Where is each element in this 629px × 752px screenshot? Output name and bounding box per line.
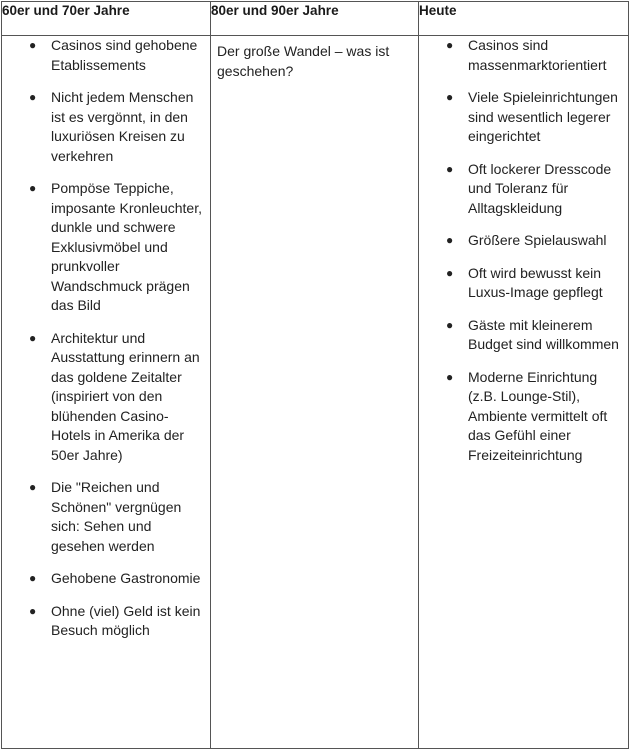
header-80s-90s: 80er und 90er Jahre [211, 2, 419, 36]
list-item [419, 368, 628, 466]
bullet-icon: ● [446, 161, 454, 176]
header-60s-70s: 60er und 70er Jahre [2, 2, 211, 36]
bullet-icon: ● [446, 369, 454, 384]
list-item-text: Oft lockerer Dresscode und Toleranz für Alltagskleidung [468, 160, 612, 216]
list-item [2, 569, 210, 589]
list-item-text: Gehobene Gastronomie [51, 570, 201, 586]
list-item-text: Größere Spielauswahl [468, 232, 607, 248]
content-row [2, 36, 629, 749]
bullet-icon: ● [446, 90, 454, 104]
list-item [419, 231, 628, 251]
list-item [419, 160, 628, 219]
bullet-icon: ● [446, 233, 454, 247]
header-row [2, 2, 629, 36]
list-item-text: Viele Spieleinrichtungen sind wesentlich legerer eingerichtet [468, 89, 618, 144]
bullet-icon: ● [29, 90, 37, 104]
list-item [2, 179, 210, 316]
list-item [2, 478, 210, 556]
bullet-icon: ● [29, 330, 37, 345]
header-today: Heute [419, 2, 629, 36]
list-item-text: Casinos sind gehobene Etablissements [51, 37, 198, 73]
list-item [2, 36, 210, 75]
list-item [419, 316, 628, 355]
bullet-icon: ● [446, 317, 454, 332]
cell-80s-90s [211, 36, 419, 749]
list-item [2, 88, 210, 166]
transition-question: Der große Wandel – was ist geschehen? [217, 43, 390, 79]
bullet-icon: ● [446, 38, 454, 52]
list-60s-70s [2, 36, 210, 641]
list-item-text: Architektur und Ausstattung erinnern an das goldene Zeitalter (inspiriert von den blühenden Casino-Hotels in Amerika der 50er Jahre) [51, 329, 200, 463]
list-item-text: Moderne Einrichtung (z.B. Lounge-Stil), Ambiente vermittelt oft das Gefühl einer Freizeiteinrichtung [468, 368, 608, 463]
comparison-table [1, 1, 629, 749]
bullet-icon: ● [29, 480, 37, 494]
bullet-icon: ● [446, 265, 454, 280]
list-item-text: Ohne (viel) Geld ist kein Besuch möglich [51, 602, 201, 638]
list-item-text: Oft wird bewusst kein Luxus-Image gepflegt [468, 264, 603, 300]
list-item [419, 36, 628, 75]
cell-60s-70s [2, 36, 211, 749]
bullet-icon: ● [29, 181, 37, 195]
list-item-text: Casinos sind massenmarktorientiert [468, 37, 607, 73]
list-item-text: Pompöse Teppiche, imposante Kronleuchter, dunkle und schwere Exklusivmöbel und prunkvoller Wandschmuck prägen das Bild [51, 180, 202, 313]
list-item-text: Gäste mit kleinerem Budget sind willkommen [468, 316, 619, 352]
list-item [2, 602, 210, 641]
list-item [419, 88, 628, 147]
list-item [419, 264, 628, 303]
list-item-text: Nicht jedem Menschen ist es vergönnt, in den luxuriösen Kreisen zu verkehren [51, 89, 194, 164]
list-item [2, 329, 210, 466]
bullet-icon: ● [29, 571, 37, 585]
bullet-icon: ● [29, 38, 37, 52]
bullet-icon: ● [29, 603, 37, 618]
list-today [419, 36, 628, 465]
cell-today [419, 36, 629, 749]
list-item-text: Die "Reichen und Schönen" vergnügen sich: Sehen und gesehen werden [51, 479, 182, 554]
